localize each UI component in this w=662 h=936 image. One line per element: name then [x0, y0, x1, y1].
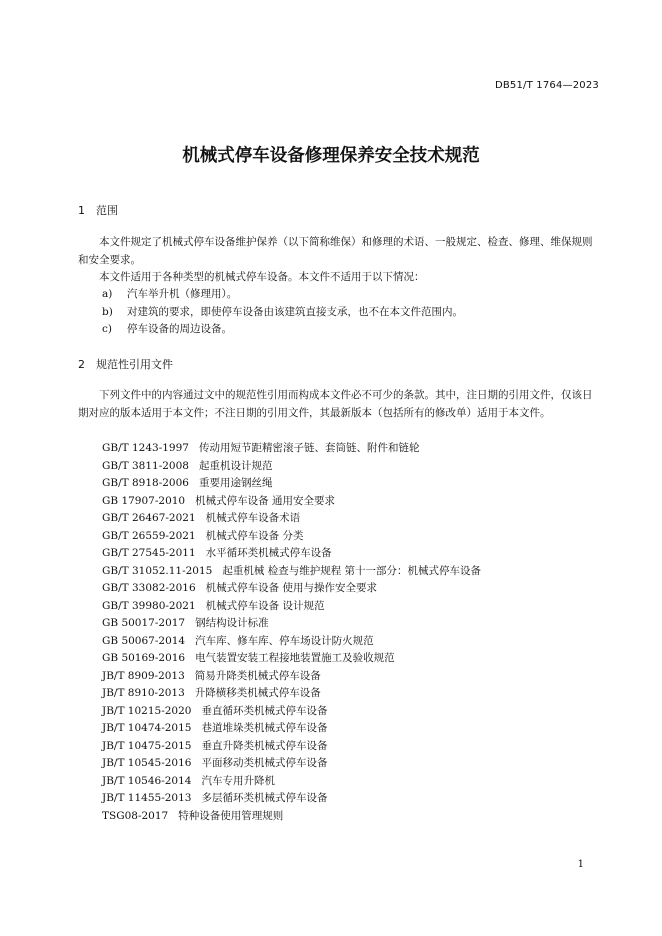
section-2-intro: 下列文件中的内容通过文中的规范性引用而构成本文件必不可少的条款。其中，注日期的引用文件，仅该日期对应的版本适用于本文件；不注日期的引用文件，其最新版本（包括所有的修改单）适用于本文件。 [78, 389, 593, 419]
section-1-heading [78, 202, 118, 218]
reference-item: GB/T 26559-2021 机械式停车设备 分类 [102, 529, 304, 542]
reference-item: GB/T 31052.11-2015 起重机械 检查与维护规程 第十一部分：机械式停车设备 [102, 564, 482, 577]
reference-item: JB/T 10546-2014 汽车专用升降机 [102, 774, 275, 787]
reference-item: GB/T 33082-2016 机械式停车设备 使用与操作安全要求 [102, 582, 377, 594]
section-2-title: 规范性引用文件 [96, 358, 173, 371]
scope-exclusion-item: c) 停车设备的周边设备。 [102, 323, 232, 335]
reference-item: GB/T 1243-1997 传动用短节距精密滚子链、套筒链、附件和链轮 [102, 442, 420, 454]
document-title: 机械式停车设备修理保养安全技术规范 [182, 146, 480, 166]
reference-item: GB 50169-2016 电气装置安装工程接地装置施工及验收规范 [102, 652, 395, 664]
section-1-title: 范围 [96, 204, 118, 217]
reference-item: GB/T 39980-2021 机械式停车设备 设计规范 [102, 599, 325, 612]
reference-item: GB/T 8918-2006 重要用途钢丝绳 [102, 477, 273, 489]
scope-exclusion-item: a) 汽车举升机（修理用）。 [102, 288, 238, 300]
reference-item: GB 50067-2014 汽车库、修车库、停车场设计防火规范 [102, 634, 374, 647]
reference-item: JB/T 10215-2020 垂直循环类机械式停车设备 [102, 704, 328, 717]
section-1-number: 1 [78, 204, 85, 217]
reference-item: GB 50017-2017 钢结构设计标准 [102, 617, 269, 629]
scope-exclusion-item: b) 对建筑的要求，即使停车设备由该建筑直接支承，也不在本文件范围内。 [102, 306, 463, 318]
reference-item: GB 17907-2010 机械式停车设备 通用安全要求 [102, 494, 335, 507]
reference-item: JB/T 10475-2015 垂直升降类机械式停车设备 [102, 739, 328, 752]
reference-item: GB/T 26467-2021 机械式停车设备术语 [102, 512, 301, 524]
section-1-paragraph-2: 本文件适用于各种类型的机械式停车设备。本文件不适用于以下情况： [99, 271, 425, 283]
reference-item: JB/T 10474-2015 巷道堆垛类机械式停车设备 [102, 722, 328, 734]
reference-item: JB/T 8910-2013 升降横移类机械式停车设备 [102, 687, 321, 699]
reference-item: JB/T 11455-2013 多层循环类机械式停车设备 [102, 792, 328, 804]
reference-item: TSG08-2017 特种设备使用管理规则 [102, 809, 284, 822]
section-2-heading [78, 356, 173, 372]
normative-reference-list [102, 440, 481, 825]
reference-item: GB/T 27545-2011 水平循环类机械式停车设备 [102, 547, 332, 559]
section-2-number: 2 [78, 358, 85, 371]
reference-item: JB/T 8909-2013 简易升降类机械式停车设备 [102, 669, 321, 682]
reference-item: GB/T 3811-2008 起重机设计规范 [102, 459, 273, 472]
section-1-paragraph-1: 本文件规定了机械式停车设备维护保养（以下简称维保）和修理的术语、一般规定、检查、修理、维保规则和安全要求。 [78, 236, 593, 266]
page-number: 1 [577, 859, 584, 870]
reference-item: JB/T 10545-2016 平面移动类机械式停车设备 [102, 757, 328, 769]
document-code: DB51/T 1764—2023 [494, 80, 599, 91]
